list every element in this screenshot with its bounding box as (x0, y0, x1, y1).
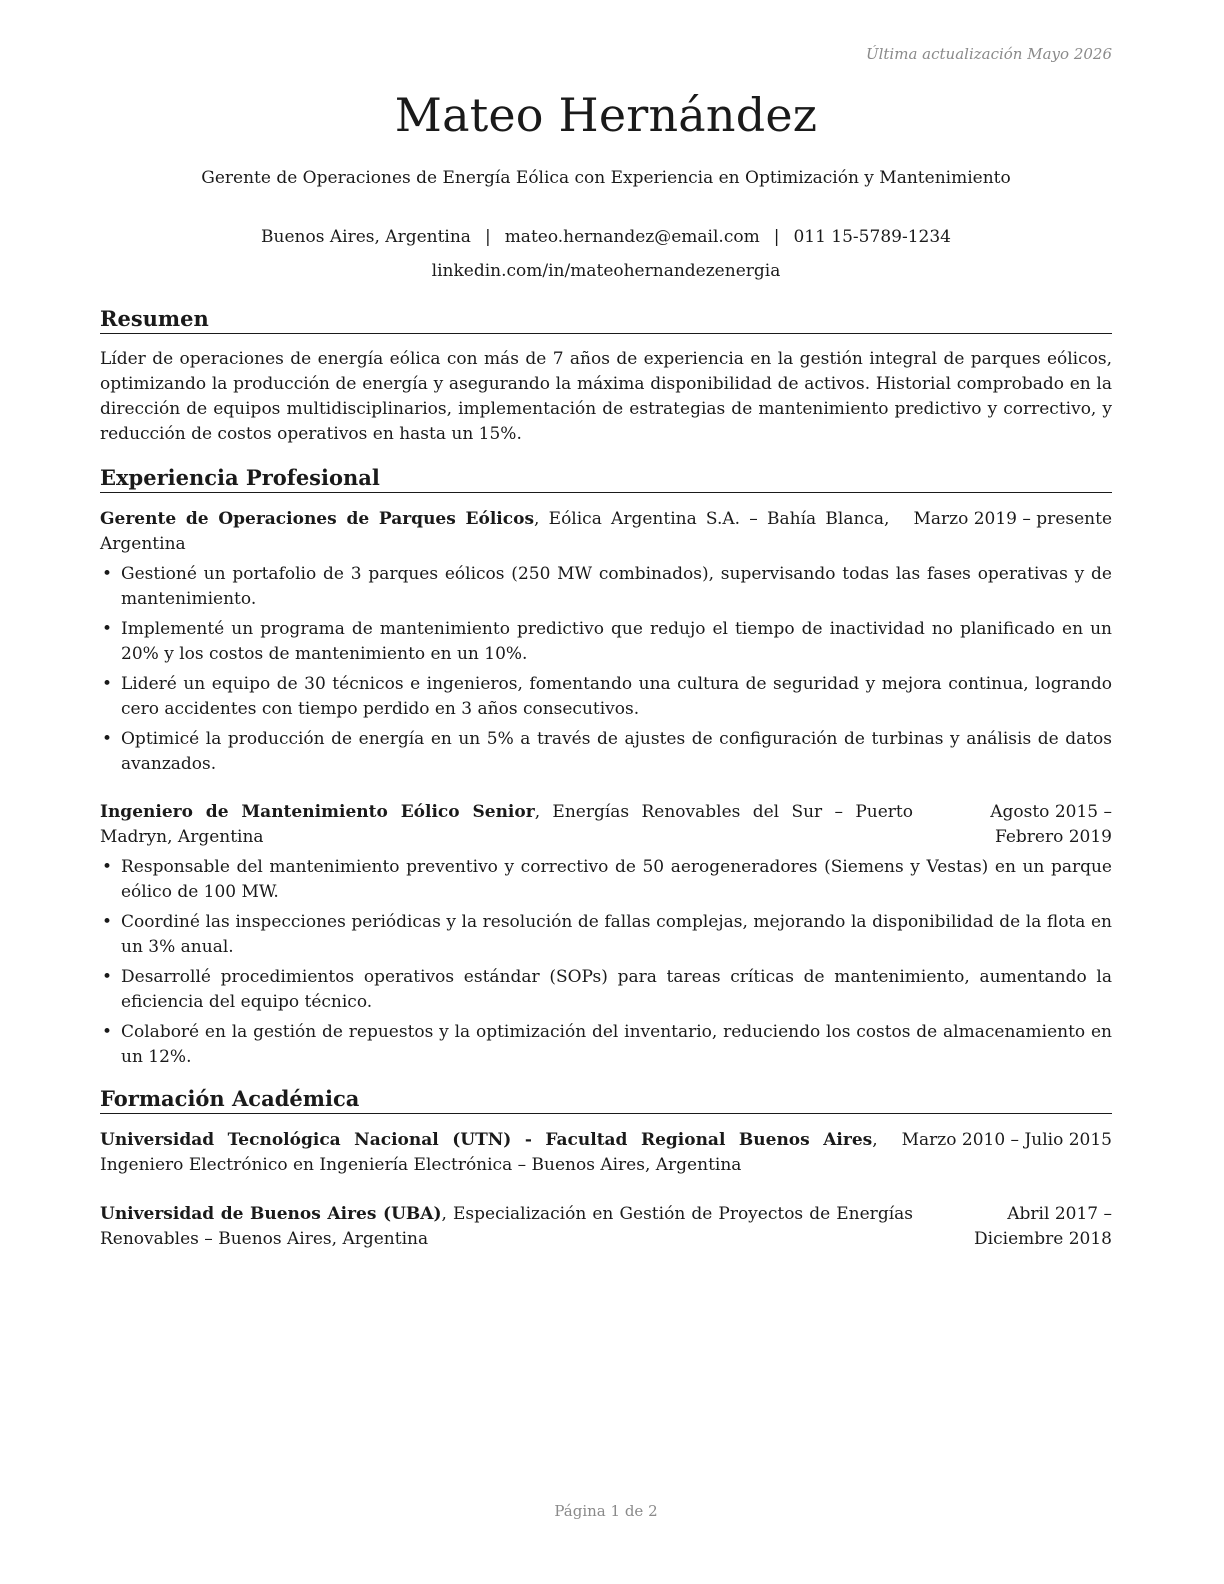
job-role: Ingeniero de Mantenimiento Eólico Senior (100, 802, 535, 822)
job-role: Gerente de Operaciones de Parques Eólicos (100, 509, 535, 529)
education-entry-header (100, 1202, 1112, 1252)
education-dates: Abril 2017 – Diciembre 2018 (974, 1204, 1112, 1249)
education-school: Universidad de Buenos Aires (UBA) (100, 1204, 442, 1224)
list-item: • Desarrollé procedimientos operativos estándar (SOPs) para tareas críticas de mantenimiento, aumentando la eficiencia del equipo técnico. (100, 965, 1112, 1015)
section-title-summary: Resumen (100, 306, 1112, 334)
job-achievements-list (100, 855, 1112, 1075)
job-organization: , Eólica Argentina S.A. – Bahía Blanca, Argentina (100, 509, 890, 554)
job-dates: Agosto 2015 – Febrero 2019 (990, 802, 1112, 847)
contact-separator: | (773, 227, 780, 247)
resume-page (100, 0, 1112, 1584)
page-number: Página 1 de 2 (554, 1502, 658, 1520)
education-degree: , Ingeniero Electrónico en Ingeniería Electrónica – Buenos Aires, Argentina (100, 1130, 878, 1175)
job-entry-header (100, 800, 1112, 850)
contact-info (100, 220, 1112, 288)
job-entry-header (100, 507, 1112, 557)
summary-text: Líder de operaciones de energía eólica con más de 7 años de experiencia en la gestión integral de parques eólicos, optimizando la producción de energía y asegurando la máxima disponibilidad de activos. Historial comprobado en la dirección de equipos multidisciplinarios, implementación de estrategias de mantenimiento predictivo y correctivo, y reducción de costos operativos en hasta un 15%. (100, 349, 1112, 444)
contact-phone: 011 15-5789-1234 (793, 227, 951, 247)
last-updated: Última actualización Mayo 2026 (865, 45, 1112, 63)
contact-location: Buenos Aires, Argentina (261, 227, 471, 247)
list-item: • Gestioné un portafolio de 3 parques eólicos (250 MW combinados), supervisando todas las fases operativas y de mantenimiento. (100, 562, 1112, 612)
job-achievements-list (100, 562, 1112, 782)
list-item: • Optimicé la producción de energía en un 5% a través de ajustes de configuración de turbinas y análisis de datos avanzados. (100, 727, 1112, 777)
list-item: • Coordiné las inspecciones periódicas y la resolución de fallas complejas, mejorando la disponibilidad de la flota en un 3% anual. (100, 910, 1112, 960)
education-degree: , Especialización en Gestión de Proyectos de Energías Renovables – Buenos Aires, Argentina (100, 1204, 913, 1249)
education-dates: Marzo 2010 – Julio 2015 (901, 1130, 1112, 1150)
list-item: • Colaboré en la gestión de repuestos y la optimización del inventario, reduciendo los costos de almacenamiento en un 12%. (100, 1020, 1112, 1070)
professional-tagline: Gerente de Operaciones de Energía Eólica con Experiencia en Optimización y Mantenimiento (201, 168, 1011, 188)
candidate-name: Mateo Hernández (394, 88, 818, 142)
contact-separator: | (484, 227, 491, 247)
job-organization: , Energías Renovables del Sur – Puerto Madryn, Argentina (100, 802, 914, 847)
section-title-experience: Experiencia Profesional (100, 465, 1112, 493)
section-title-education: Formación Académica (100, 1086, 1112, 1114)
education-school: Universidad Tecnológica Nacional (UTN) - Facultad Regional Buenos Aires (100, 1130, 873, 1150)
contact-email[interactable]: mateo.hernandez@email.com (504, 227, 760, 247)
contact-linkedin[interactable]: linkedin.com/in/mateohernandezenergia (431, 261, 781, 281)
job-dates: Marzo 2019 – presente (913, 509, 1112, 529)
list-item: • Lideré un equipo de 30 técnicos e ingenieros, fomentando una cultura de seguridad y mejora continua, logrando cero accidentes con tiempo perdido en 3 años consecutivos. (100, 672, 1112, 722)
education-entry-header (100, 1128, 1112, 1178)
list-item: • Implementé un programa de mantenimiento predictivo que redujo el tiempo de inactividad no planificado en un 20% y los costos de mantenimiento en un 10%. (100, 617, 1112, 667)
list-item: • Responsable del mantenimiento preventivo y correctivo de 50 aerogeneradores (Siemens y Vestas) en un parque eólico de 100 MW. (100, 855, 1112, 905)
